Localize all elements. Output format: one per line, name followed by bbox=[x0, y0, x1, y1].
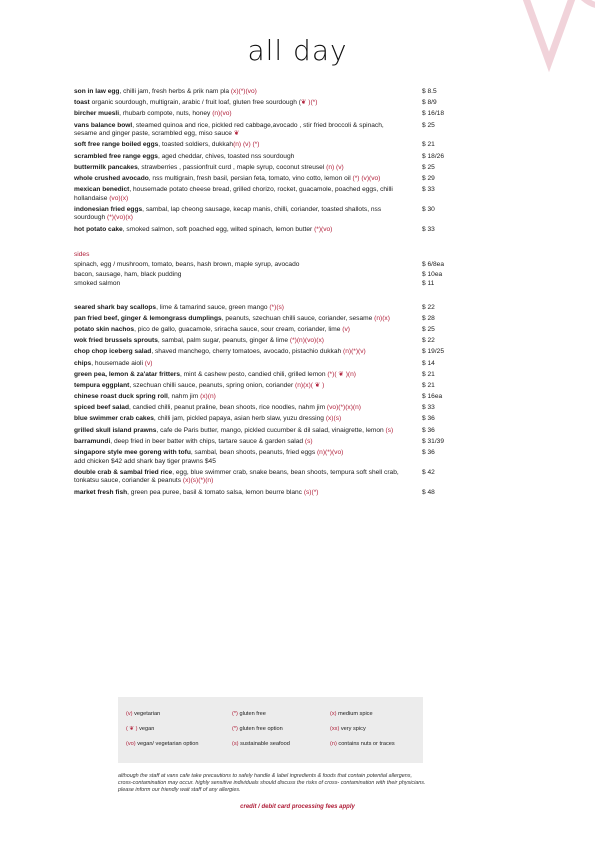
dietary-codes: (n)(vo) bbox=[212, 110, 232, 118]
side-item-price: $ 10ea bbox=[422, 270, 443, 278]
menu-item-name: hot potato cake bbox=[74, 225, 123, 233]
menu-item-description bbox=[74, 88, 404, 97]
menu-item-text: , egg, blue swimmer crab, snake beans, bean shoots, tempura soft shell crab, tonkatsu sauce, coriander & peanuts bbox=[74, 468, 399, 485]
menu-item-name: blue swimmer crab cakes bbox=[74, 415, 154, 423]
menu-item bbox=[74, 122, 474, 139]
side-item-description: spinach, egg / mushroom, tomato, beans, hash brown, maple syrup, avocado bbox=[74, 261, 300, 269]
legend-code: (n) bbox=[330, 741, 337, 747]
menu-item-name: pan fried beef, ginger & lemongrass dumplings bbox=[74, 314, 222, 322]
menu-item-text: , lime & tamarind sauce, green mango bbox=[156, 303, 270, 311]
menu-item-price: $ 19/25 bbox=[422, 348, 444, 356]
menu-item-text: , shaved manchego, cherry tomatoes, avocado, pistachio dukkah bbox=[151, 348, 344, 356]
menu-item-text: , pico de gallo, guacamole, sriracha sauce, sour cream, coriander, lime bbox=[134, 325, 343, 333]
menu-item bbox=[74, 404, 474, 413]
dietary-codes: (*)( ❦ )(n) bbox=[327, 370, 356, 378]
dietary-codes: (*)(s) bbox=[269, 303, 285, 311]
legend-label: gluten free bbox=[237, 711, 266, 717]
menu-item-description bbox=[74, 404, 404, 413]
menu-item-name: toast bbox=[74, 99, 90, 107]
side-item-price: $ 11 bbox=[422, 280, 435, 288]
legend-label: very spicy bbox=[339, 726, 366, 732]
menu-item-price: $ 48 bbox=[422, 488, 435, 496]
menu-item-price: $ 29 bbox=[422, 174, 435, 182]
menu-item-addon: add chicken $42 add shark bay tiger prawns $45 bbox=[74, 457, 216, 465]
menu-item-price: $ 36 bbox=[422, 426, 435, 434]
menu-item-text: , cafe de Paris butter, mango, pickled cucumber & dil salad, vinaigrette, lemon bbox=[156, 426, 386, 434]
menu-item-price: $ 33 bbox=[422, 225, 435, 233]
menu-item-name: indonesian fried eggs bbox=[74, 205, 143, 213]
menu-item-description bbox=[74, 153, 404, 162]
menu-item-text: , nahm jim bbox=[167, 393, 201, 401]
legend-entry bbox=[126, 726, 154, 733]
menu-item bbox=[74, 88, 474, 97]
menu-item-text: , candied chilli, peanut praline, bean shoots, rice noodles, nahm jim bbox=[128, 404, 327, 412]
dietary-codes: (*)(vo)(x) bbox=[107, 214, 134, 222]
legend-code: (x) bbox=[330, 711, 337, 717]
menu-item-price: $ 18/26 bbox=[422, 152, 444, 160]
menu-item-description bbox=[74, 226, 404, 235]
menu-item-description bbox=[74, 438, 404, 447]
menu-item-name: barramundi bbox=[74, 437, 111, 445]
dietary-codes: (x)(s)(*)(n) bbox=[182, 477, 214, 485]
menu-item-description bbox=[74, 469, 404, 486]
menu-item bbox=[74, 449, 474, 466]
card-fees-note: credit / debit card processing fees apply bbox=[240, 804, 355, 810]
dietary-codes: (n) (v) bbox=[326, 163, 344, 171]
menu-item bbox=[74, 153, 474, 162]
menu-item-name: wok fried brussels sprouts bbox=[74, 337, 158, 345]
menu-item-price: $ 22 bbox=[422, 303, 435, 311]
menu-item-name: grilled skull island prawns bbox=[74, 426, 157, 434]
menu-item bbox=[74, 415, 474, 424]
menu-item-name: double crab & sambal fried rice bbox=[74, 468, 173, 476]
legend-entry bbox=[232, 726, 283, 733]
dietary-codes: (s) bbox=[385, 426, 394, 434]
menu-item-description bbox=[74, 393, 404, 402]
menu-item-price: $ 33 bbox=[422, 186, 435, 194]
menu-item-description bbox=[74, 337, 404, 346]
menu-item-text: , sambal, bean shoots, peanuts, fried eggs bbox=[190, 449, 317, 457]
dietary-codes: (v) bbox=[144, 359, 153, 367]
menu-item bbox=[74, 206, 474, 223]
dietary-codes: (x)(s) bbox=[325, 415, 342, 423]
menu-item-name: market fresh fish bbox=[74, 488, 128, 496]
menu-item bbox=[74, 337, 474, 346]
menu-item bbox=[74, 360, 474, 369]
legend-label: vegan bbox=[137, 726, 155, 732]
legend-label: medium spice bbox=[336, 711, 373, 717]
menu-item bbox=[74, 438, 474, 447]
menu-item-text: , green pea puree, basil & tomato salsa, lemon beurre blanc bbox=[127, 488, 304, 496]
menu-item-price: $ 25 bbox=[422, 121, 435, 129]
menu-item-text: , mint & cashew pesto, candied chili, grilled lemon bbox=[180, 370, 328, 378]
menu-item-name: son in law egg bbox=[74, 88, 120, 95]
dietary-codes: (n)(x)( ❦ ) bbox=[295, 381, 325, 389]
dietary-codes: ❦ bbox=[233, 130, 240, 138]
dietary-codes: (x)(n) bbox=[200, 393, 216, 401]
side-item bbox=[74, 280, 474, 289]
side-item-description: smoked salmon bbox=[74, 280, 121, 288]
menu-item-description bbox=[74, 348, 404, 357]
dietary-codes: (s) bbox=[304, 437, 313, 445]
legend-label: sustainable seafood bbox=[238, 741, 290, 747]
menu-item bbox=[74, 489, 474, 498]
legend-label: contains nuts or traces bbox=[336, 741, 395, 747]
menu-item-price: $ 28 bbox=[422, 314, 435, 322]
menu-item-price: $ 8.5 bbox=[422, 88, 437, 95]
menu-item-price: $ 16/18 bbox=[422, 110, 444, 118]
dietary-codes: (n)(*)(v) bbox=[343, 348, 366, 356]
legend-code: (vo) bbox=[126, 741, 136, 747]
menu-item bbox=[74, 186, 474, 203]
menu-item-description bbox=[74, 449, 404, 466]
legend-entry bbox=[330, 711, 373, 718]
menu-item bbox=[74, 110, 474, 119]
dietary-codes: ❦ )(*) bbox=[300, 99, 318, 107]
dietary-codes: (v) bbox=[342, 325, 350, 333]
menu-item-name: potato skin nachos bbox=[74, 325, 135, 333]
menu-item-description bbox=[74, 164, 404, 173]
menu-item bbox=[74, 99, 474, 108]
menu-item-name: tempura eggplant bbox=[74, 381, 130, 389]
menu-item-price: $ 8/9 bbox=[422, 99, 437, 107]
menu-item-text: , housemade potato cheese bread, grilled chorizo, rocket, guacamole, poached eggs, chilli hollandaise bbox=[74, 186, 393, 202]
menu-item-text: , peanuts, szechuan chilli sauce, coriander, sesame bbox=[221, 314, 375, 322]
legend-label: vegan/ vegetarian option bbox=[135, 741, 199, 747]
legend-code: (v) bbox=[126, 711, 133, 717]
sides-section bbox=[74, 251, 474, 289]
menu-item-description bbox=[74, 415, 404, 424]
legend-label: vegetarian bbox=[132, 711, 161, 717]
dietary-codes: (vo)(x) bbox=[109, 194, 129, 202]
menu-item-description bbox=[74, 315, 404, 324]
menu-item-name: soft free range boiled eggs bbox=[74, 141, 159, 149]
menu-item bbox=[74, 382, 474, 391]
menu-item bbox=[74, 427, 474, 436]
menu-item bbox=[74, 326, 474, 335]
menu-item-text: , steamed quinoa and rice, pickled red cabbage,avocado , stir fried broccoli & spinach, sesame and ginger paste, scrambled egg, miso sauce bbox=[74, 121, 384, 138]
legend-entry bbox=[232, 711, 266, 718]
legend-entry bbox=[126, 711, 160, 718]
menu-item-description bbox=[74, 371, 404, 380]
menu-item bbox=[74, 315, 474, 324]
menu-item-price: $ 25 bbox=[422, 163, 435, 171]
menu-item-text: , toasted soldiers, dukkah bbox=[158, 141, 234, 149]
menu-item-price: $ 22 bbox=[422, 337, 435, 345]
dietary-codes: (n) (v) (*) bbox=[233, 141, 260, 149]
menu-item-name: vans balance bowl bbox=[74, 121, 133, 129]
legend-code: (xx) bbox=[330, 726, 340, 732]
menu-item bbox=[74, 371, 474, 380]
menu-item-name: whole crushed avocado bbox=[74, 174, 149, 182]
menu-item-text: , aged cheddar, chives, toasted nss sourdough bbox=[157, 152, 295, 160]
menu-item-name: chop chop iceberg salad bbox=[74, 348, 152, 356]
legend-entry bbox=[126, 741, 198, 748]
dietary-codes: (*)(vo) bbox=[314, 225, 333, 233]
dietary-codes: (n)(*)(vo) bbox=[316, 449, 344, 457]
menu-item bbox=[74, 226, 474, 235]
dietary-codes: (*)(n)(vo)(x) bbox=[289, 337, 324, 345]
menu-item-text: , smoked salmon, soft poached egg, wilted spinach, lemon butter bbox=[122, 225, 315, 233]
menu-item bbox=[74, 141, 474, 150]
menu-item bbox=[74, 164, 474, 173]
menu-item-price: $ 33 bbox=[422, 404, 435, 412]
dietary-codes: (x)(*)(vo) bbox=[230, 88, 257, 95]
menu-item-name: seared shark bay scallops bbox=[74, 303, 157, 311]
menu-item-price: $ 36 bbox=[422, 449, 435, 457]
legend-code: (*) bbox=[232, 726, 238, 732]
menu-item-text: , deep fried in beer batter with chips, tartare sauce & garden salad bbox=[110, 437, 305, 445]
menu-item-description bbox=[74, 186, 404, 203]
menu-item-text: , housemade aioli bbox=[91, 359, 145, 367]
legend-code: ( ❦ ) bbox=[126, 726, 138, 732]
menu-item-name: green pea, lemon & za'atar fritters bbox=[74, 370, 181, 378]
legend-code: (s) bbox=[232, 741, 239, 747]
legend-entry bbox=[330, 741, 395, 748]
dietary-codes: (*) (v)(vo) bbox=[352, 174, 381, 182]
dietary-codes: (n)(x) bbox=[374, 314, 390, 322]
menu-item-text: , chilli jam, fresh herbs & prik nam pla bbox=[119, 88, 231, 95]
menu-item bbox=[74, 393, 474, 402]
menu-item-price: $ 21 bbox=[422, 370, 435, 378]
menu-item-price: $ 25 bbox=[422, 325, 435, 333]
menu-item-description bbox=[74, 99, 404, 108]
menu-item-text: , rhubarb compote, nuts, honey bbox=[119, 110, 213, 118]
menu-item-description bbox=[74, 304, 404, 313]
menu-item-description bbox=[74, 326, 404, 335]
menu-item-description bbox=[74, 122, 404, 139]
dietary-legend bbox=[118, 697, 423, 763]
menu-item-text: , sambal, lap cheong sausage, kecap manis, chilli, coriander, toasted shallots, nss sourdough bbox=[74, 205, 382, 222]
menu-list bbox=[74, 88, 474, 500]
menu-item-text: , sambal, palm sugar, peanuts, ginger & lime bbox=[157, 337, 290, 345]
menu-item-description bbox=[74, 206, 404, 223]
menu-item-name: buttermilk pancakes bbox=[74, 163, 138, 171]
menu-item-text: , szechuan chilli sauce, peanuts, spring onion, coriander bbox=[129, 381, 296, 389]
dietary-codes: (s)(*) bbox=[303, 488, 319, 496]
legend-entry bbox=[232, 741, 290, 748]
menu-item-description bbox=[74, 360, 404, 369]
menu-item-name: chips bbox=[74, 359, 92, 367]
menu-item-price: $ 21 bbox=[422, 381, 435, 389]
menu-item-price: $ 31/39 bbox=[422, 437, 444, 445]
menu-item-text: , nss multigrain, fresh basil, persian feta, tomato, vino cotto, lemon oil bbox=[148, 174, 353, 182]
menu-item-description bbox=[74, 141, 404, 150]
menu-item-name: spiced beef salad bbox=[74, 404, 129, 412]
menu-item-price: $ 36 bbox=[422, 415, 435, 423]
menu-item-text: , strawberries , passionfruit curd , maple syrup, coconut streusel bbox=[137, 163, 327, 171]
side-item-description: bacon, sausage, ham, black pudding bbox=[74, 270, 182, 278]
side-item-price: $ 6/8ea bbox=[422, 261, 444, 269]
menu-item-text: organic sourdough, multigrain, arabic / fruit loaf, gluten free sourdough ( bbox=[89, 99, 301, 107]
menu-item-description bbox=[74, 382, 404, 391]
menu-item-price: $ 21 bbox=[422, 141, 435, 149]
side-item bbox=[74, 261, 474, 270]
menu-item-name: scrambled free range eggs bbox=[74, 152, 158, 160]
menu-item-price: $ 30 bbox=[422, 205, 435, 213]
side-item bbox=[74, 271, 474, 280]
menu-item bbox=[74, 175, 474, 184]
menu-item-price: $ 14 bbox=[422, 359, 435, 367]
menu-item bbox=[74, 304, 474, 313]
allergen-disclaimer: although the staff at vans cafe take precautions to safely handle & label ingredients & foods that contain potential allergens, cross-contamination may occur. highly sensitive individuals should discuss the risks of cross- contamination with their physicians. please inform our friendly wait staff of any allergies. bbox=[118, 773, 426, 794]
legend-entry bbox=[330, 726, 366, 733]
menu-item-description bbox=[74, 175, 404, 184]
menu-item-description bbox=[74, 489, 404, 498]
legend-code: (*) bbox=[232, 711, 238, 717]
menu-item bbox=[74, 469, 474, 486]
menu-item-name: mexican benedict bbox=[74, 186, 130, 194]
menu-item-text: , chilli jam, pickled papaya, asian herb slaw, yuzu dressing bbox=[153, 415, 326, 423]
page-title: all day bbox=[247, 34, 348, 67]
menu-item bbox=[74, 348, 474, 357]
menu-item-name: singapore style mee goreng with tofu bbox=[74, 449, 191, 457]
menu-item-price: $ 16ea bbox=[422, 393, 443, 401]
sides-title: sides bbox=[74, 250, 90, 258]
menu-item-description bbox=[74, 110, 404, 119]
menu-item-description bbox=[74, 427, 404, 436]
menu-item-name: bircher muesli bbox=[74, 110, 120, 118]
menu-item-name: chinese roast duck spring roll bbox=[74, 393, 168, 401]
legend-label: gluten free option bbox=[237, 726, 283, 732]
dietary-codes: (vo)(*)(x)(n) bbox=[326, 404, 361, 412]
menu-item-price: $ 42 bbox=[422, 468, 435, 476]
